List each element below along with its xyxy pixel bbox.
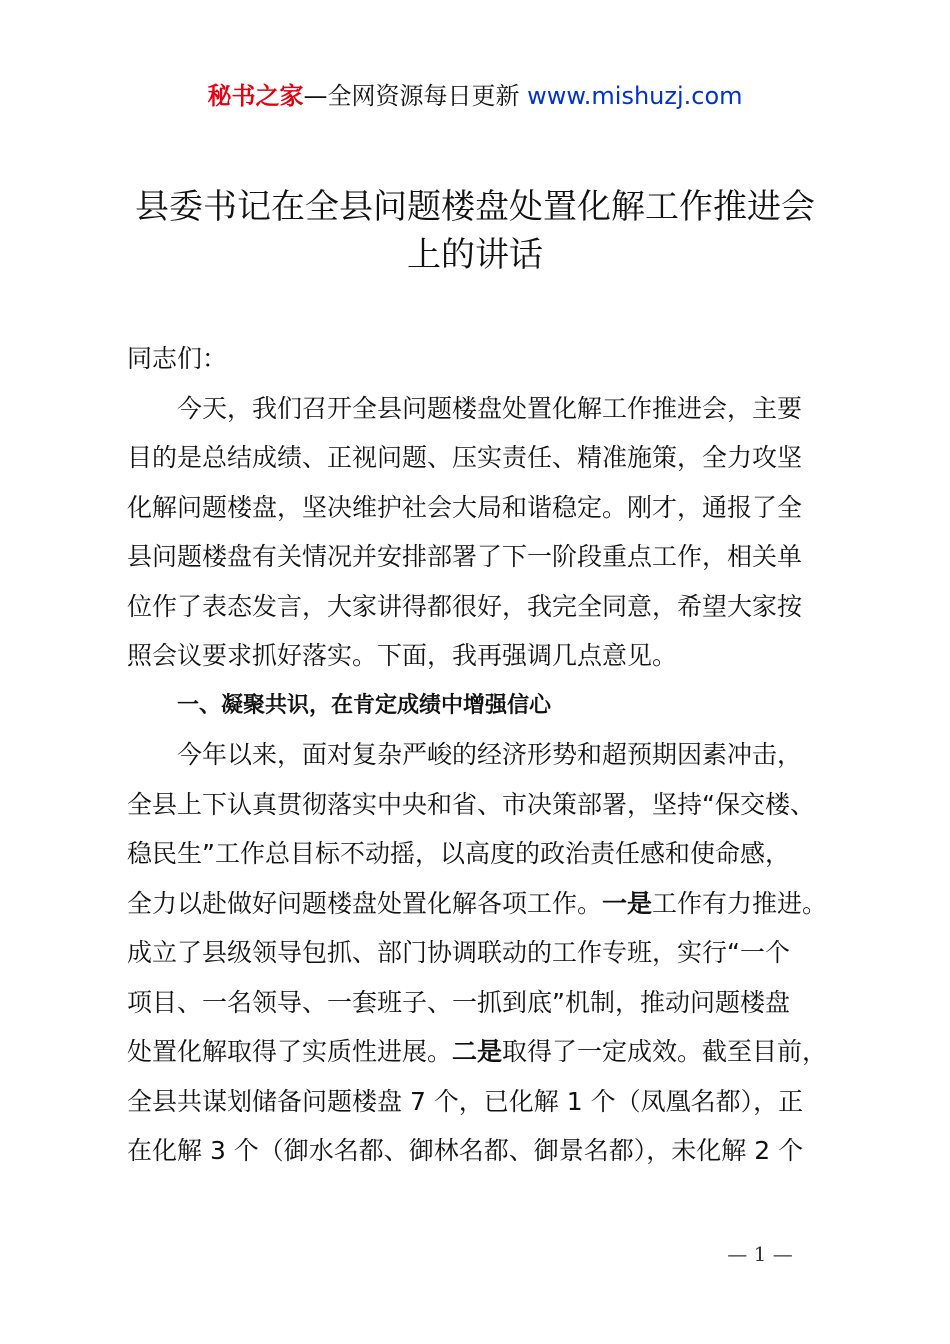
paragraph-2-line: 全县共谋划储备问题楼盘 7 个，已化解 1 个（凤凰名都），正 bbox=[127, 1086, 804, 1116]
paragraph-2-line: 稳民生”工作总目标不动摇，以高度的政治责任感和使命感， bbox=[127, 839, 790, 868]
paragraph-2-line bbox=[127, 1027, 837, 1077]
title-line-1: 县委书记在全县问题楼盘处置化解工作推进会 bbox=[135, 187, 815, 227]
paragraph-1-line: 化解问题楼盘，坚决维护社会大局和谐稳定。刚才，通报了全 bbox=[127, 492, 803, 522]
paragraph-2-line: 全县上下认真贯彻落实中央和省、市决策部署，坚持“保交楼、 bbox=[127, 789, 815, 819]
banner-url-link[interactable]: www.mishuzj.com bbox=[527, 82, 743, 110]
paragraph-1-line: 照会议要求抓好落实。下面，我再强调几点意见。 bbox=[127, 641, 678, 670]
paragraph-2-line bbox=[127, 879, 837, 929]
emphasis-second: 二是 bbox=[452, 1037, 503, 1066]
paragraph-1-line: 今天，我们召开全县问题楼盘处置化解工作推进会，主要 bbox=[177, 393, 803, 423]
paragraph-2-line: 今年以来，面对复杂严峻的经济形势和超预期因素冲击， bbox=[177, 740, 803, 769]
line-text: 取得了一定成效。截至目前， bbox=[502, 1037, 828, 1066]
emphasis-first: 一是 bbox=[602, 888, 653, 918]
banner-brand: 秘书之家 bbox=[207, 82, 304, 110]
site-banner bbox=[0, 80, 950, 112]
document-title bbox=[80, 183, 870, 279]
salutation: 同志们： bbox=[127, 344, 228, 373]
paragraph-1-line: 目的是总结成绩、正视问题、压实责任、精准施策，全力攻坚 bbox=[127, 443, 803, 472]
page-number: — 1 — bbox=[727, 1242, 793, 1266]
line-text: 全力以赴做好问题楼盘处置化解各项工作。 bbox=[127, 888, 603, 918]
line-text: 处置化解取得了实质性进展。 bbox=[127, 1037, 453, 1066]
paragraph-1-line: 县问题楼盘有关情况并安排部署了下一阶段重点工作，相关单 bbox=[127, 542, 803, 571]
paragraph-1-line: 位作了表态发言，大家讲得都很好，我完全同意，希望大家按 bbox=[127, 591, 803, 621]
section-1-heading: 一、凝聚共识，在肯定成绩中增强信心 bbox=[177, 692, 552, 718]
paragraph-2-line: 项目、一名领导、一套班子、一抓到底”机制，推动问题楼盘 bbox=[127, 987, 790, 1017]
banner-slogan: —全网资源每日更新 bbox=[303, 82, 520, 110]
title-line-2: 上的讲话 bbox=[407, 235, 543, 275]
line-text: 工作有力推进。 bbox=[652, 888, 828, 918]
document-body bbox=[127, 334, 837, 1176]
paragraph-2-line: 在化解 3 个（御水名都、御林名都、御景名都），未化解 2 个 bbox=[127, 1136, 804, 1165]
paragraph-2-line: 成立了县级领导包抓、部门协调联动的工作专班，实行“一个 bbox=[127, 938, 790, 967]
